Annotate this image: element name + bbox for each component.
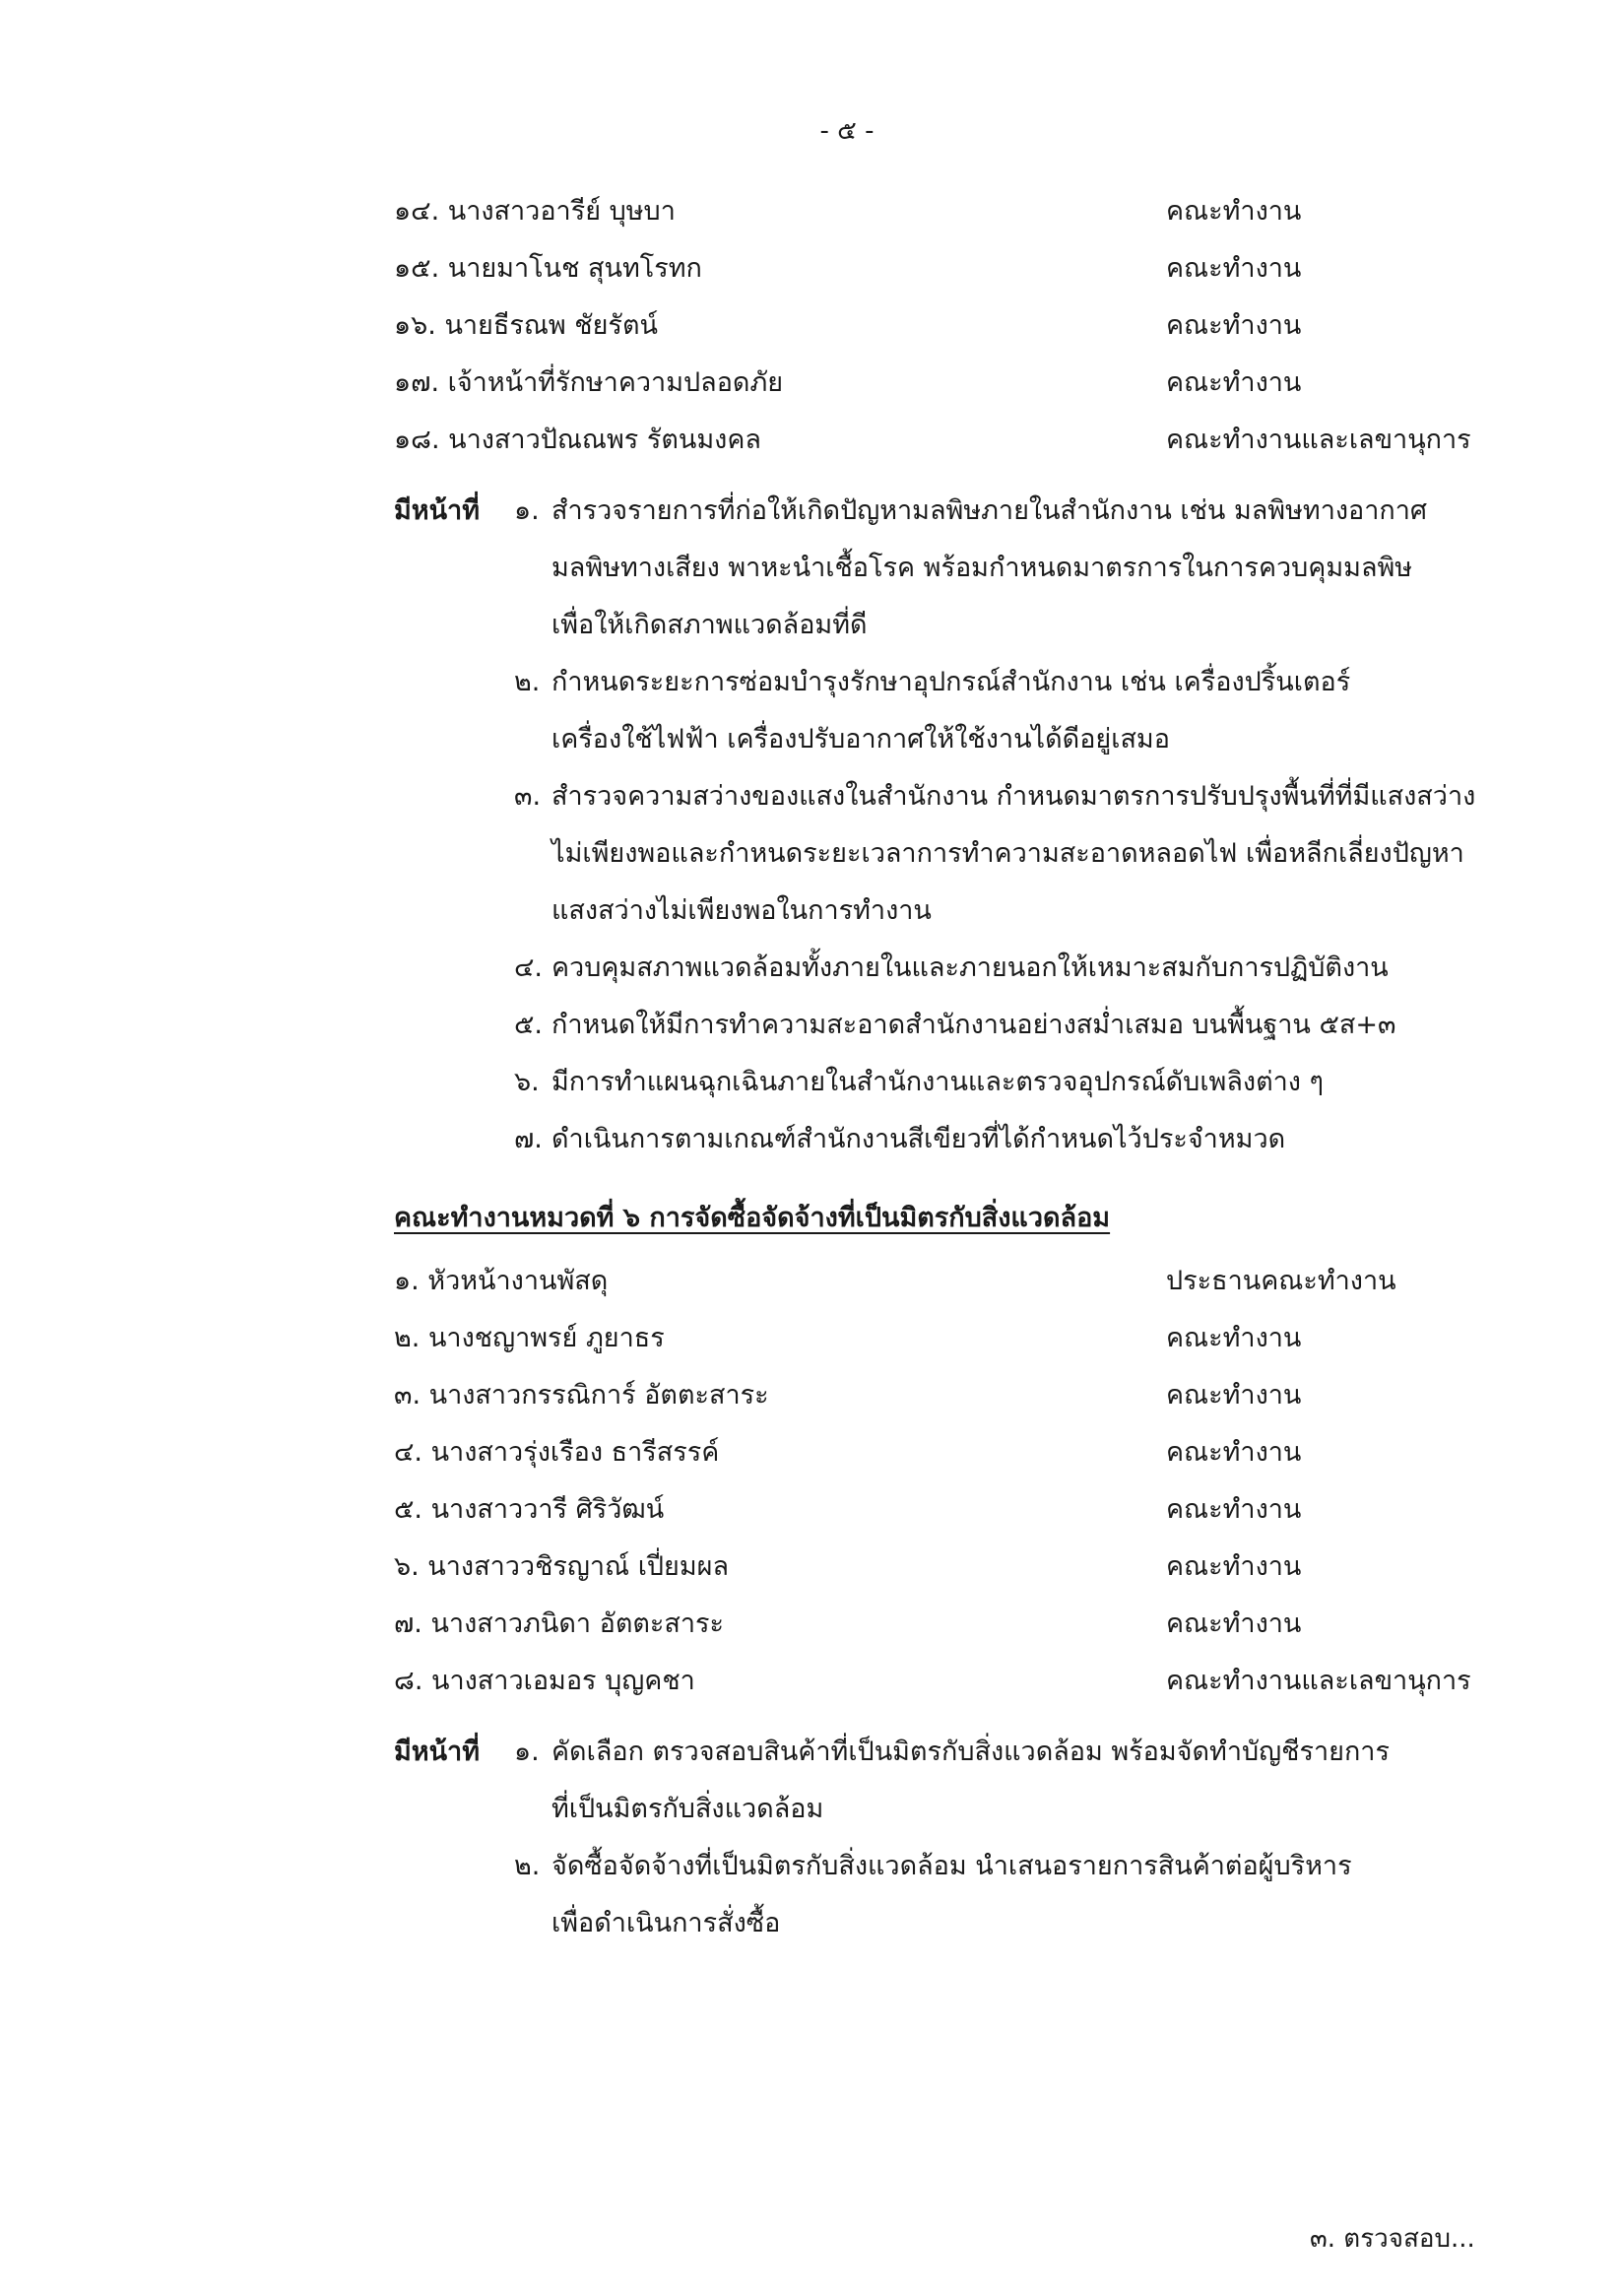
member-row (394, 410, 1487, 467)
duty-item (514, 1838, 1487, 1952)
member-name: ๑๖. นายธีรณพ ชัยรัตน์ (394, 309, 658, 341)
member-role: คณะทำงาน (1166, 195, 1302, 227)
member-role: คณะทำงาน (1166, 1322, 1302, 1353)
member-name: ๑. หัวหน้างานพัสดุ (394, 1265, 609, 1296)
duty-item (514, 768, 1487, 940)
member-role: คณะทำงาน (1166, 1493, 1302, 1525)
duty-text: ดำเนินการตามเกณฑ์สำนักงานสีเขียวที่ได้กำหนดไว้ประจำหมวด (551, 1124, 1286, 1154)
duty-text: ควบคุมสภาพแวดล้อมทั้งภายในและภายนอกให้เหมาะสมกับการปฏิบัติงาน (551, 952, 1389, 983)
member-name: ๔. นางสาวรุ่งเรือง ธารีสรรค์ (394, 1436, 720, 1468)
duty-number: ๖. (514, 1067, 540, 1097)
member-name: ๘. นางสาวเอมอร บุญคชา (394, 1665, 695, 1696)
member-row (394, 1651, 1487, 1708)
duty-item (514, 654, 1487, 768)
member-name: ๑๗. เจ้าหน้าที่รักษาความปลอดภัย (394, 366, 784, 398)
member-role: คณะทำงาน (1166, 1607, 1302, 1639)
member-name: ๕. นางสาววารี ศิริวัฒน์ (394, 1493, 665, 1525)
member-role: คณะทำงาน (1166, 309, 1302, 341)
member-row (394, 295, 1487, 353)
member-role: คณะทำงาน (1166, 1379, 1302, 1410)
member-role: คณะทำงาน (1166, 1550, 1302, 1582)
member-row (394, 1422, 1487, 1479)
member-row (394, 181, 1487, 238)
duty-number: ๒. (514, 667, 541, 697)
member-row (394, 1594, 1487, 1651)
member-role: คณะทำงาน (1166, 1436, 1302, 1468)
member-row (394, 1251, 1487, 1308)
member-role: คณะทำงานและเลขานุการ (1166, 424, 1471, 455)
duty-number: ๔. (514, 952, 544, 983)
duty-item (514, 940, 1487, 997)
member-row (394, 1537, 1487, 1594)
duty-text: กำหนดให้มีการทำความสะอาดสำนักงานอย่างสม่ำเสมอ บนพื้นฐาน ๕ส+๓ (551, 1010, 1396, 1040)
duty-text: มีการทำแผนฉุกเฉินภายในสำนักงานและตรวจอุปกรณ์ดับเพลิงต่าง ๆ (551, 1067, 1325, 1097)
committee-6-member-list (394, 1251, 1487, 1708)
duty-text: คัดเลือก ตรวจสอบสินค้าที่เป็นมิตรกับสิ่งแวดล้อม พร้อมจัดทำบัญชีรายการ ที่เป็นมิตรกับสิ่งแวดล้อม (551, 1737, 1390, 1824)
page-number: - ๕ - (819, 116, 875, 146)
duty-item (514, 997, 1487, 1054)
member-role: ประธานคณะทำงาน (1166, 1265, 1396, 1296)
member-name: ๒. นางชญาพรย์ ภูยาธร (394, 1322, 665, 1353)
member-name: ๖. นางสาววชิรญาณ์ เปี่ยมผล (394, 1550, 730, 1582)
member-role: คณะทำงาน (1166, 252, 1302, 284)
duty-text: กำหนดระยะการซ่อมบำรุงรักษาอุปกรณ์สำนักงาน เช่น เครื่องปริ้นเตอร์ เครื่องใช้ไฟฟ้า เครื่องปรับอากาศให้ใช้งานได้ดีอยู่เสมอ (551, 667, 1351, 754)
member-row (394, 1479, 1487, 1537)
member-name: ๑๔. นางสาวอารีย์ บุษบา (394, 195, 676, 227)
duty-text: สำรวจความสว่างของแสงในสำนักงาน กำหนดมาตรการปรับปรุงพื้นที่ที่มีแสงสว่าง ไม่เพียงพอและกำหนดระยะเวลาการทำความสะอาดหลอดไฟ เพื่อหลีกเลี่ยงปัญหา แสงสว่างไม่เพียงพอในการทำงาน (551, 781, 1476, 926)
duty-item (514, 483, 1487, 654)
committee-5-duties (394, 483, 1487, 1168)
duty-number: ๗. (514, 1124, 543, 1154)
member-name: ๓. นางสาวกรรณิการ์ อัตตะสาระ (394, 1379, 769, 1410)
member-name: ๗. นางสาวภนิดา อัตตะสาระ (394, 1607, 725, 1639)
committee-5-member-list (394, 181, 1487, 467)
member-name: ๑๘. นางสาวปัณณพร รัตนมงคล (394, 424, 761, 455)
member-name: ๑๕. นายมาโนช สุนทโรทก (394, 252, 702, 284)
duty-text: สำรวจรายการที่ก่อให้เกิดปัญหามลพิษภายในสำนักงาน เช่น มลพิษทางอากาศ มลพิษทางเสียง พาหะนำเชื้อโรค พร้อมกำหนดมาตรการในการควบคุมมลพิษ เพื่อให้เกิดสภาพแวดล้อมที่ดี (551, 495, 1428, 640)
continued-footer: ๓. ตรวจสอบ... (1310, 2224, 1475, 2254)
duty-text: จัดซื้อจัดจ้างที่เป็นมิตรกับสิ่งแวดล้อม นำเสนอรายการสินค้าต่อผู้บริหาร เพื่อดำเนินการสั่งซื้อ (551, 1851, 1352, 1938)
member-row (394, 1308, 1487, 1365)
member-row (394, 1365, 1487, 1422)
duty-number: ๓. (514, 781, 542, 812)
section-6-heading: คณะทำงานหมวดที่ ๖ การจัดซื้อจัดจ้างที่เป็นมิตรกับสิ่งแวดล้อม (394, 1203, 1111, 1233)
committee-6-duties (394, 1724, 1487, 1952)
duty-number: ๑. (514, 495, 540, 526)
duty-item (514, 1111, 1487, 1168)
duty-number: ๑. (514, 1737, 540, 1767)
duty-number: ๕. (514, 1010, 544, 1040)
member-role: คณะทำงาน (1166, 366, 1302, 398)
member-row (394, 238, 1487, 295)
duty-item (514, 1724, 1487, 1838)
member-role: คณะทำงานและเลขานุการ (1166, 1665, 1471, 1696)
duties-label: มีหน้าที่ (394, 495, 481, 526)
duties-label: มีหน้าที่ (394, 1737, 481, 1767)
duty-item (514, 1054, 1487, 1111)
duty-number: ๒. (514, 1851, 541, 1881)
member-row (394, 353, 1487, 410)
